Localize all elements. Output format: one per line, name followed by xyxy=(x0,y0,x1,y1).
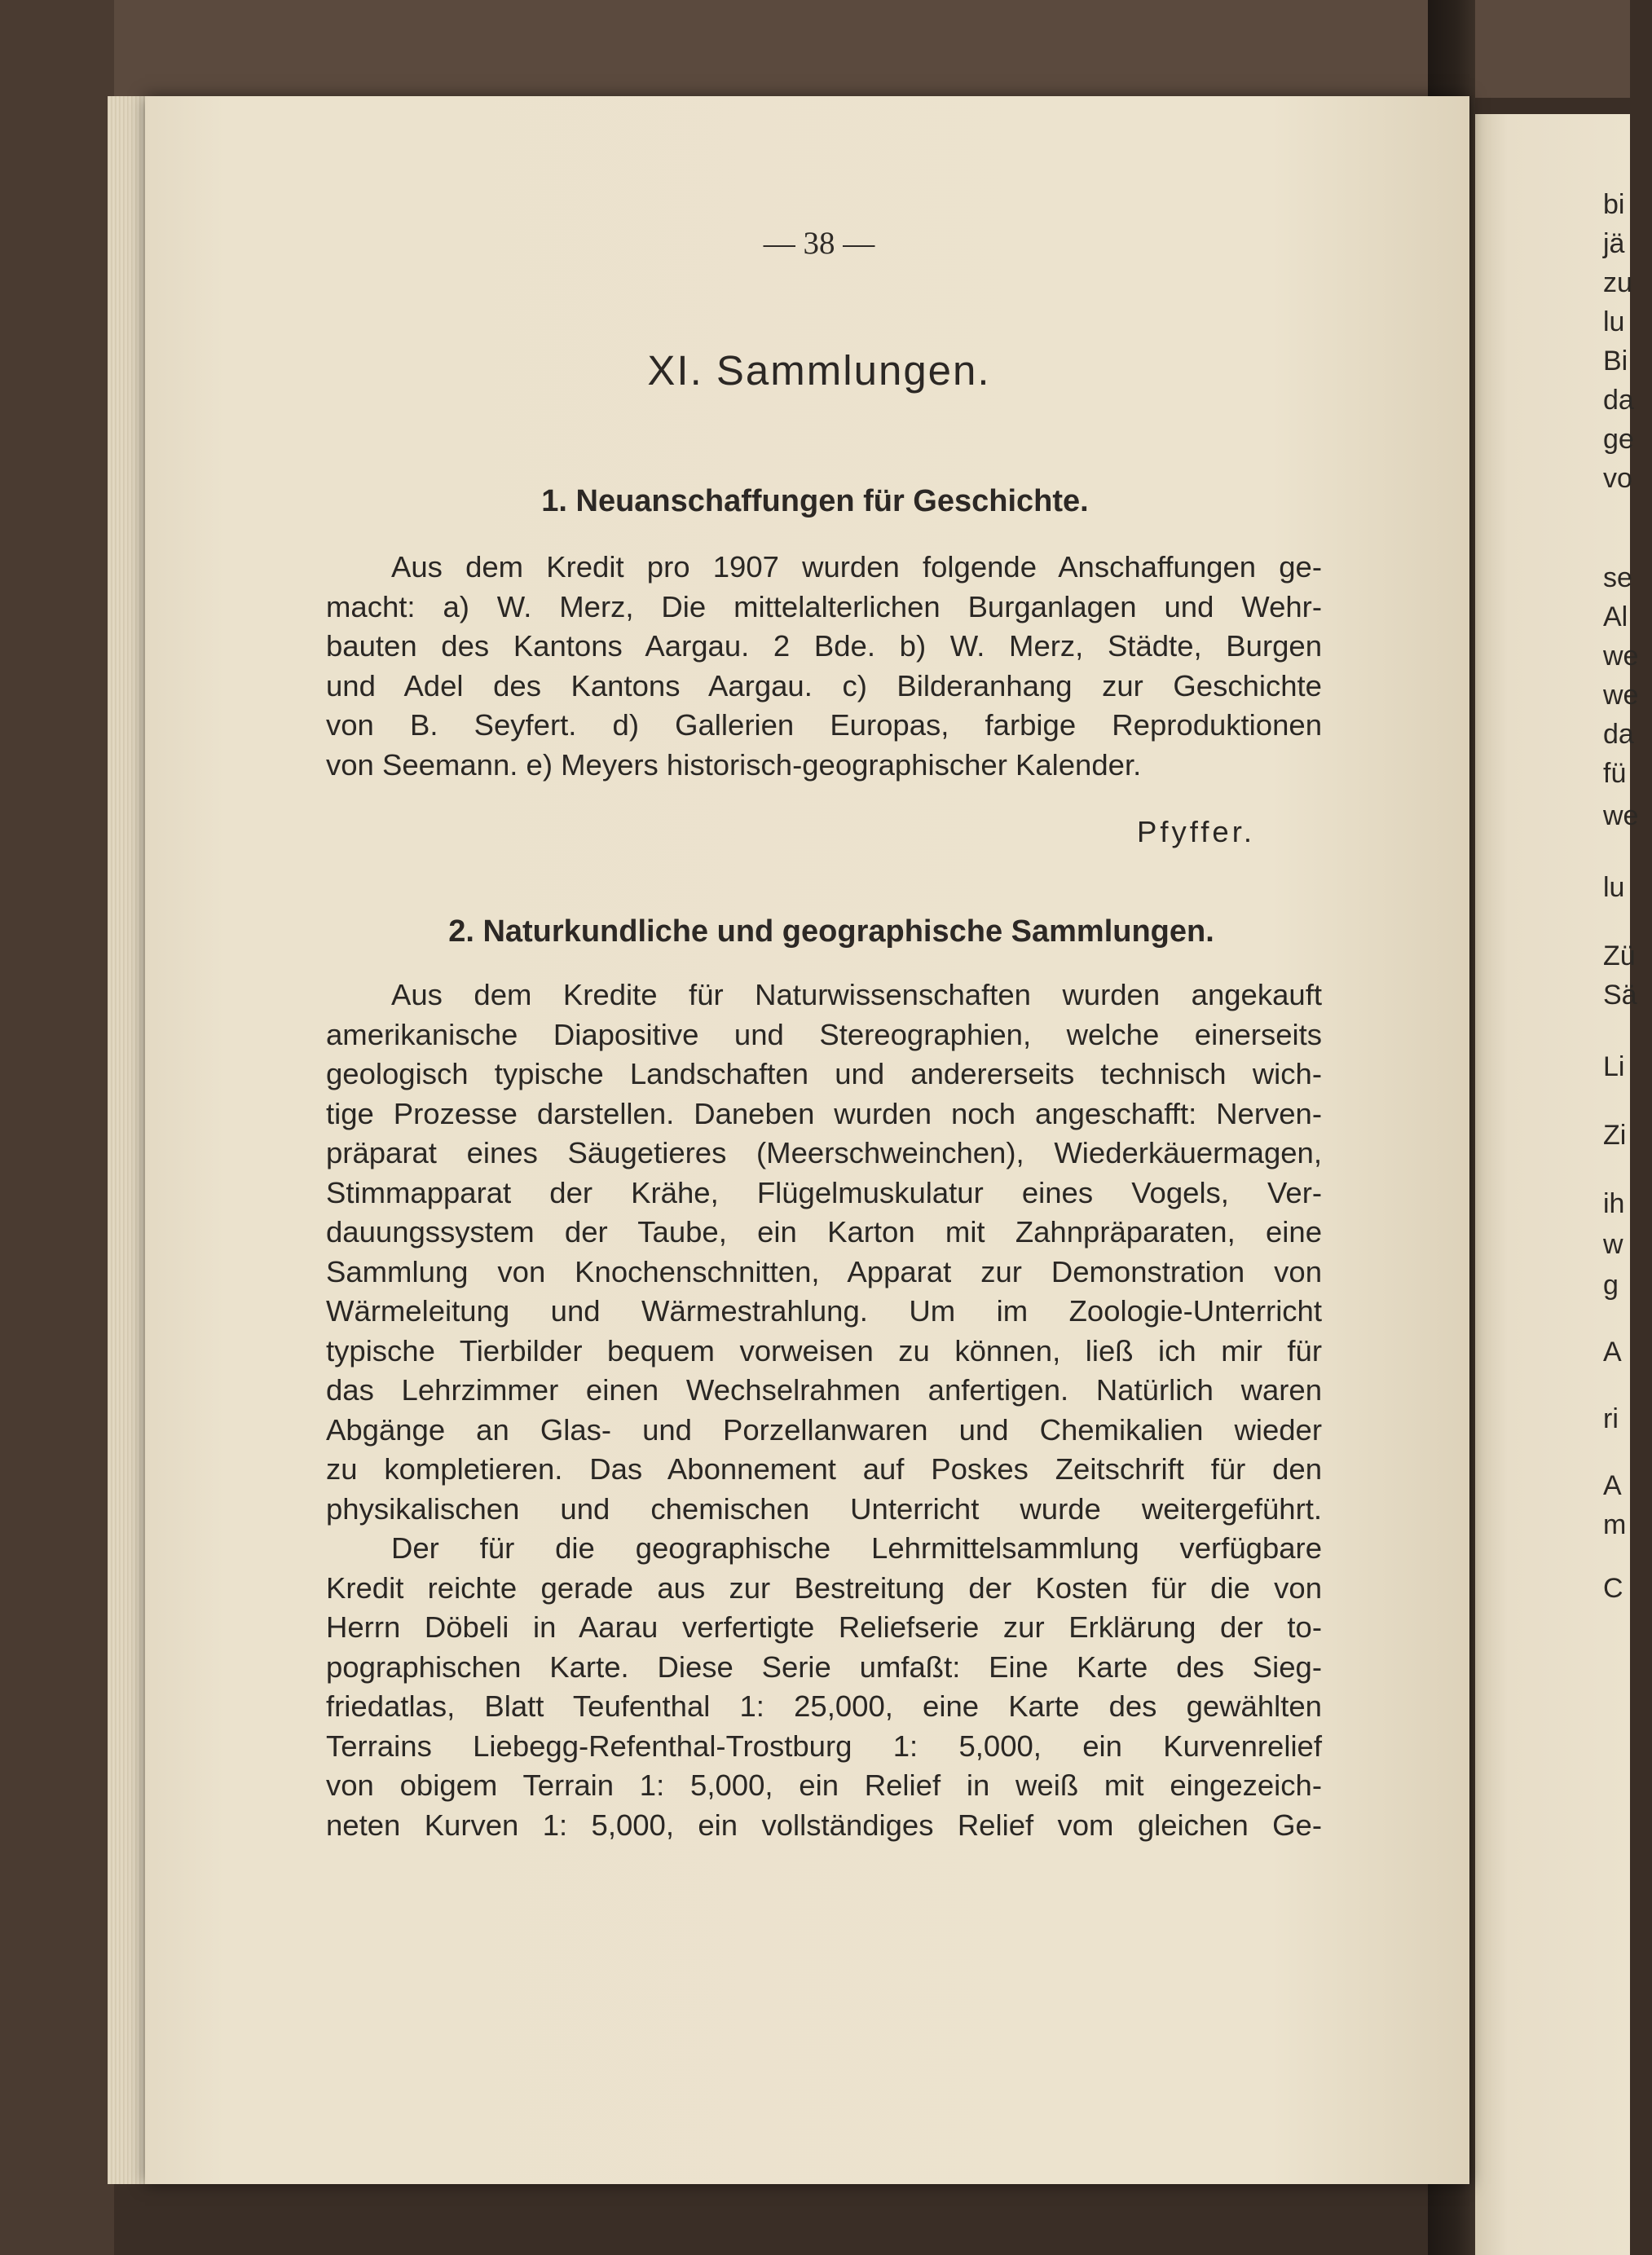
text-line: Der für die geographische Lehrmittelsammlung verfügbare xyxy=(391,1531,1322,1565)
text-line: Wärmeleitung und Wärmestrahlung. Um im Zoologie-Unterricht xyxy=(326,1294,1322,1328)
facing-page-text-fragment: ri xyxy=(1603,1403,1619,1434)
facing-page-text-fragment: fü xyxy=(1603,758,1627,789)
text-line: Herrn Döbeli in Aarau verfertigte Reliefserie zur Erklärung der to- xyxy=(326,1610,1322,1644)
text-line: Stimmapparat der Krähe, Flügelmuskulatur eines Vogels, Ver- xyxy=(326,1175,1322,1209)
facing-page-text-fragment: Zü xyxy=(1603,940,1636,971)
facing-page-text-fragment: C xyxy=(1603,1573,1623,1604)
facing-page-text-fragment: lu xyxy=(1603,872,1625,903)
facing-page-text-fragment: jä xyxy=(1603,228,1625,259)
text-line: präparat eines Säugetieres (Meerschweinchen), Wiederkäuermagen, xyxy=(326,1136,1322,1169)
facing-page-text-fragment: we xyxy=(1603,800,1639,831)
section-heading-history: 1. Neuanschaffungen für Geschichte. xyxy=(541,484,1089,518)
facing-page-text-fragment: Li xyxy=(1603,1051,1625,1082)
facing-page-text-fragment: ge xyxy=(1603,424,1634,455)
facing-page-text-fragment: we xyxy=(1603,641,1639,672)
text-line: das Lehrzimmer einen Wechselrahmen anfertigen. Natürlich waren xyxy=(326,1373,1322,1407)
facing-page-text-fragment: vo xyxy=(1603,463,1632,494)
facing-page-text-fragment: w xyxy=(1603,1229,1623,1260)
text-line: Aus dem Kredit pro 1907 wurden folgende Anschaffungen ge- xyxy=(391,550,1322,584)
facing-page-text-fragment: g xyxy=(1603,1270,1619,1301)
paragraph-natural-sciences xyxy=(326,976,1322,1845)
facing-page-text-fragment: ih xyxy=(1603,1188,1625,1219)
text-line: pographischen Karte. Diese Serie umfaßt: Eine Karte des Sieg- xyxy=(326,1649,1322,1684)
text-line: von B. Seyfert. d) Gallerien Europas, farbige Reproduktionen xyxy=(326,708,1322,742)
page-edges xyxy=(108,96,147,2184)
background-left xyxy=(0,0,114,2255)
text-line: Terrains Liebegg-Refenthal-Trostburg 1: 5,000, ein Kurvenrelief xyxy=(326,1729,1322,1763)
facing-page-text-fragment: Sä xyxy=(1603,980,1637,1011)
facing-page-text-fragment: Al xyxy=(1603,601,1628,632)
paragraph-history xyxy=(326,548,1322,785)
text-line: amerikanische Diapositive und Stereographien, welche einerseits xyxy=(326,1017,1322,1051)
section-heading-natural-sciences: 2. Naturkundliche und geographische Sammlungen. xyxy=(448,914,1214,949)
facing-page-text-fragment: da xyxy=(1603,385,1634,416)
text-line: Aus dem Kredite für Naturwissenschaften wurden angekauft xyxy=(391,978,1322,1011)
text-line: Abgänge an Glas- und Porzellanwaren und Chemikalien wieder xyxy=(326,1412,1322,1447)
text-line: macht: a) W. Merz, Die mittelalterlichen Burganlagen und Wehr- xyxy=(326,589,1322,623)
facing-page-text-fragment: A xyxy=(1603,1470,1622,1501)
chapter-title: XI. Sammlungen. xyxy=(647,347,991,394)
facing-page-text-fragment: lu xyxy=(1603,306,1625,337)
text-line: typische Tierbilder bequem vorweisen zu können, ließ ich mir für xyxy=(326,1333,1322,1368)
facing-page-text-fragment: da xyxy=(1603,719,1634,750)
facing-page-text-fragment: Zi xyxy=(1603,1120,1627,1151)
facing-page-text-fragment: zu xyxy=(1603,267,1632,298)
text-line: geologisch typische Landschaften und andererseits technisch wich- xyxy=(326,1057,1322,1090)
facing-page-text-fragment: bi xyxy=(1603,189,1625,220)
text-line: von Seemann. e) Meyers historisch-geographischer Kalender. xyxy=(326,747,1142,782)
author-signature: Pfyffer. xyxy=(1137,815,1255,848)
text-line: und Adel des Kantons Aargau. c) Bilderanhang zur Geschichte xyxy=(326,668,1322,702)
facing-page-text-fragment: se xyxy=(1603,562,1632,593)
page-number: — 38 — xyxy=(763,226,875,261)
text-line: von obigem Terrain 1: 5,000, ein Relief in weiß mit eingezeich- xyxy=(326,1768,1322,1802)
facing-page-text-fragment: we xyxy=(1603,680,1639,711)
text-line: Sammlung von Knochenschnitten, Apparat zur Demonstration von xyxy=(326,1254,1322,1288)
text-line: physikalischen und chemischen Unterricht wurde weitergeführt. xyxy=(326,1491,1322,1526)
text-line: Kredit reichte gerade aus zur Bestreitung der Kosten für die von xyxy=(326,1570,1322,1605)
facing-page-text-fragment: m xyxy=(1603,1509,1627,1540)
facing-page-text-fragment: Bi xyxy=(1603,346,1628,377)
text-line: dauungssystem der Taube, ein Karton mit Zahnpräparaten, eine xyxy=(326,1215,1322,1249)
facing-page xyxy=(1467,114,1639,2255)
text-line: zu kompletieren. Das Abonnement auf Poskes Zeitschrift für den xyxy=(326,1452,1322,1486)
text-line: friedatlas, Blatt Teufenthal 1: 25,000, eine Karte des gewählten xyxy=(326,1689,1322,1723)
text-line: tige Prozesse darstellen. Daneben wurden noch angeschafft: Nerven- xyxy=(326,1096,1322,1130)
text-line: bauten des Kantons Aargau. 2 Bde. b) W. Merz, Städte, Burgen xyxy=(326,629,1322,663)
text-line: neten Kurven 1: 5,000, ein vollständiges Relief vom gleichen Ge- xyxy=(326,1808,1322,1842)
facing-page-text-fragment: A xyxy=(1603,1337,1622,1368)
background-top xyxy=(0,0,1630,98)
